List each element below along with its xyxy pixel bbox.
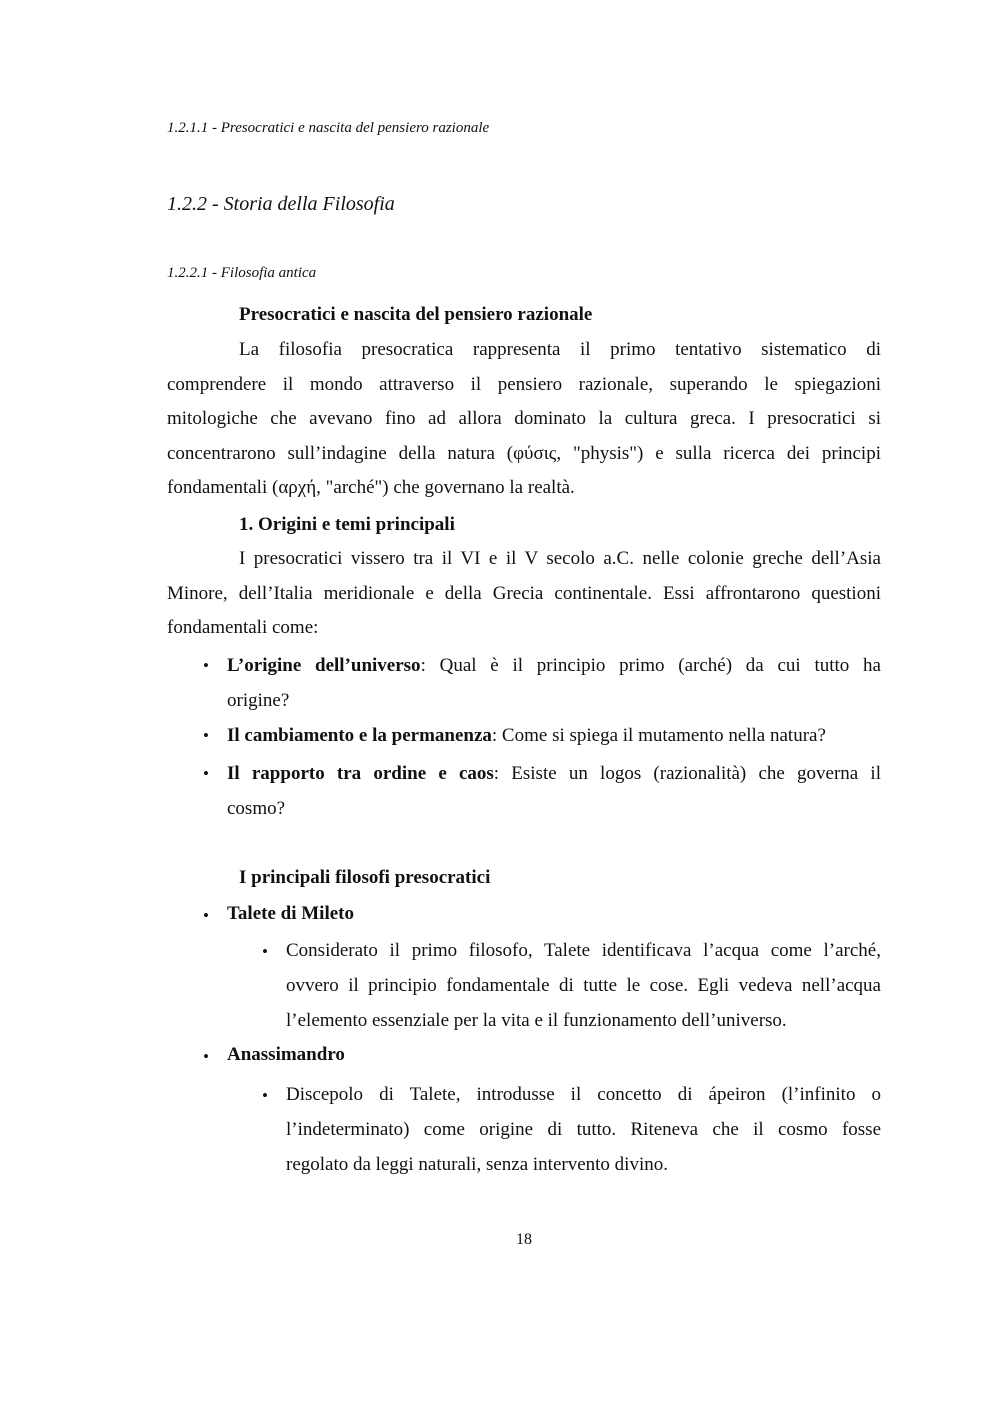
bullet-icon: • [203, 1047, 209, 1066]
bullet-bold-term: L’origine dell’universo [227, 655, 421, 676]
origins-heading: 1. Origini e temi principali [239, 514, 455, 535]
bullet-text: : Come si spiega il mutamento nella natura? [491, 725, 826, 746]
desc-line: l’indeterminato) come origine di tutto. Riteneva che il cosmo fosse [286, 1119, 881, 1140]
origins-bullet-2 [227, 718, 881, 753]
desc-line: ovvero il principio fondamentale di tutte le cose. Egli vedeva nell’acqua [286, 975, 881, 996]
bullet-bold-term: Il rapporto tra ordine e caos [227, 763, 494, 784]
origins-bullet-1 [227, 648, 881, 718]
philosopher-name-anassimandro: Anassimandro [227, 1044, 345, 1065]
desc-line: Discepolo di Talete, introdusse il concetto di ápeiron (l’infinito o [286, 1084, 881, 1105]
desc-line: l’elemento essenziale per la vita e il funzionamento dell’universo. [286, 1010, 787, 1031]
intro-line: La filosofia presocratica rappresenta il primo tentativo sistematico di [239, 339, 881, 360]
bullet-icon: • [262, 942, 268, 961]
intro-line: mitologiche che avevano fino ad allora dominato la cultura greca. I presocratici si [167, 408, 881, 429]
philosopher-name-talete: Talete di Mileto [227, 903, 354, 924]
bullet-icon: • [203, 656, 209, 675]
intro-line: comprendere il mondo attraverso il pensiero razionale, superando le spiegazioni [167, 373, 881, 395]
intro-paragraph [167, 333, 881, 506]
bullet-text: : Qual è il principio primo (arché) da cui tutto ha [420, 655, 881, 676]
origins-line: I presocratici vissero tra il VI e il V secolo a.C. nelle colonie greche dell’Asia [239, 548, 881, 569]
toc-entry-1-2-2: 1.2.2 - Storia della Filosofia [167, 193, 395, 215]
bullet-text: origine? [227, 690, 290, 711]
bullet-text: : Esiste un logos (razionalità) che governa il [493, 763, 881, 784]
desc-line: regolato da leggi naturali, senza intervento divino. [286, 1154, 668, 1175]
toc-entry-1-2-1-1: 1.2.1.1 - Presocratici e nascita del pensiero razionale [167, 120, 490, 136]
philosopher-desc-talete [286, 933, 881, 1038]
toc-entry-1-2-2-1: 1.2.2.1 - Filosofia antica [167, 265, 317, 281]
origins-bullet-3 [227, 756, 881, 826]
page-number: 18 [516, 1231, 532, 1248]
bullet-text: cosmo? [227, 798, 286, 819]
bullet-icon: • [262, 1086, 268, 1105]
philosopher-desc-anassimandro [286, 1077, 881, 1182]
intro-line: concentrarono sull’indagine della natura (φύσις, "physis") e sulla ricerca dei principi [167, 442, 881, 464]
bullet-bold-term: Il cambiamento e la permanenza [227, 725, 492, 746]
bullet-icon: • [203, 726, 209, 745]
bullet-icon: • [203, 906, 209, 925]
origins-line: Minore, dell’Italia meridionale e della Grecia continentale. Essi affrontarono questioni [167, 582, 881, 604]
desc-line: Considerato il primo filosofo, Talete identificava l’acqua come l’arché, [286, 940, 881, 961]
origins-line: fondamentali come: [167, 617, 319, 638]
philosophers-heading: I principali filosofi presocratici [239, 867, 491, 888]
origins-paragraph [167, 542, 881, 646]
intro-line: fondamentali (αρχή, "arché") che governano la realtà. [167, 477, 575, 498]
bullet-icon: • [203, 764, 209, 783]
section-title: Presocratici e nascita del pensiero razionale [239, 304, 593, 325]
